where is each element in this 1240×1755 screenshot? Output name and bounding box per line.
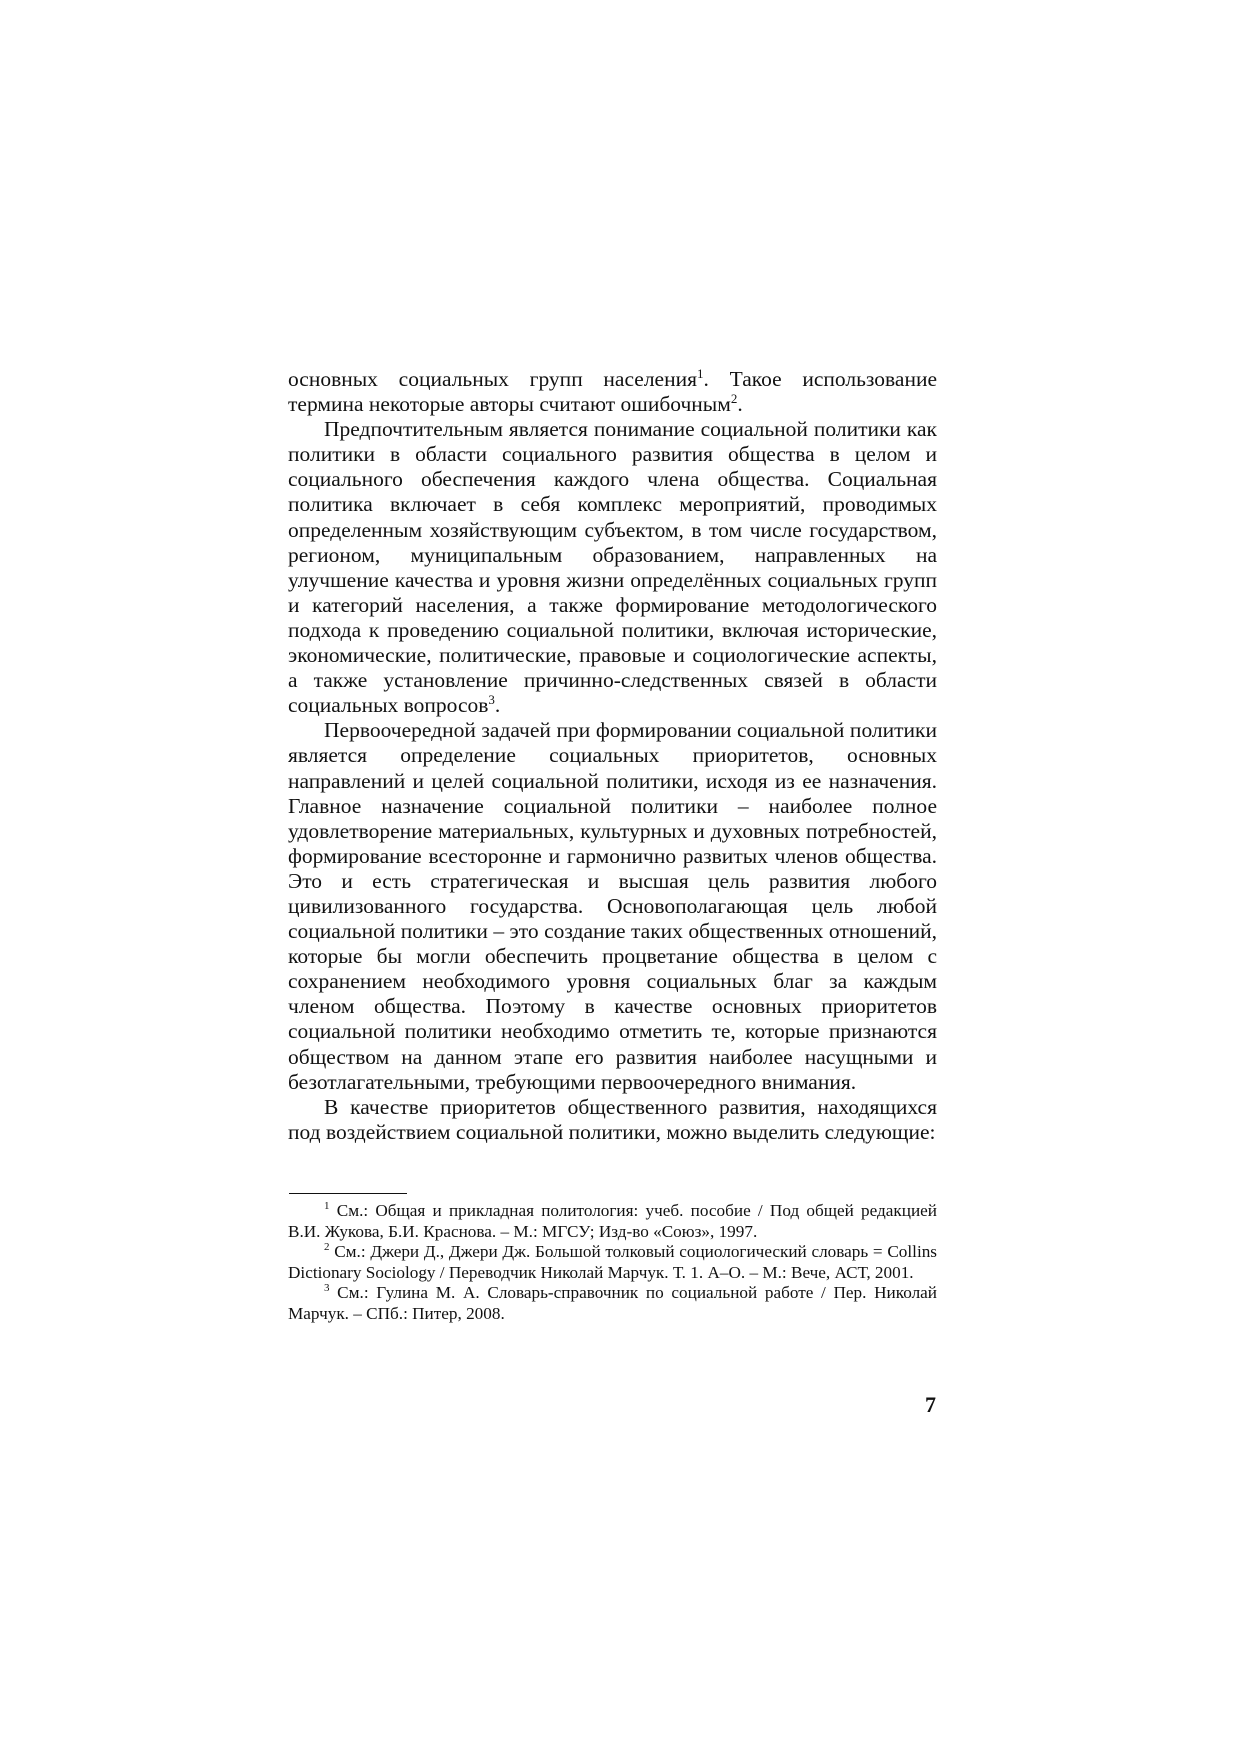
- footnote-text: См.: Гулина М. А. Словарь-справочник по социальной работе / Пер. Николай Марчук. – СПб.: Питер, 2008.: [288, 1283, 937, 1323]
- footnote-1: [288, 1201, 937, 1242]
- text-segment: .: [737, 392, 743, 417]
- paragraph-priorities: [288, 718, 937, 1094]
- footnotes: [288, 1201, 937, 1324]
- footnote-mark: 2: [324, 1241, 330, 1253]
- text-segment: .: [494, 693, 501, 718]
- text-segment: . Такое использование термина некоторые авторы считают ошибочным: [288, 367, 938, 417]
- footnote-mark: 1: [324, 1200, 330, 1212]
- footnote-3: [288, 1283, 937, 1324]
- paragraph-continued: [288, 367, 937, 417]
- paragraph-list-intro: [288, 1095, 937, 1145]
- footnote-ref-3[interactable]: 3: [488, 692, 495, 708]
- footnote-2: [288, 1242, 937, 1283]
- footnote-ref-1[interactable]: 1: [697, 366, 704, 381]
- footnote-text: См.: Общая и прикладная политология: учеб. пособие / Под общей редакцией В.И. Жукова, Б.И. Краснова. – М.: МГСУ; Изд-во «Союз», 1997.: [288, 1201, 937, 1241]
- text-segment: В качестве приоритетов общественного развития, находящихся под воздействием социальной политики, можно выделить следующие:: [288, 1094, 937, 1144]
- text-segment: основных социальных групп населения: [288, 367, 697, 391]
- footnote-ref-2[interactable]: 2: [730, 391, 738, 407]
- footnote-separator: [289, 1193, 407, 1194]
- page-number: 7: [925, 1392, 936, 1417]
- footnote-text: См.: Джери Д., Джери Дж. Большой толковый социологический словарь = Collins Dictionary Sociology / Переводчик Николай Марчук. Т. 1. А–О. – М.: Вече, АСТ, 2001.: [288, 1242, 937, 1282]
- text-segment: Первоочередной задачей при формировании социальной политики является определение социальных приоритетов, основных направлений и целей социальной политики, исходя из ее назначения. Главное назначение социальной политики – наиболее полное удовлетворение материальных, культурных и духовных потребностей, формирование всесторонне и гармонично развитых членов общества. Это и есть стратегическая и высшая цель развития любого цивилизованного государства. Основополагающая цель любой социальной политики – это создание таких общественных отношений, которые бы могли обеспечить процветание общества в целом с сохранением необходимого уровня социальных благ за каждым членом общества. Поэтому в качестве основных приоритетов социальной политики необходимо отметить те, которые признаются обществом на данном этапе его развития наиболее насущными и безотлагательными, требующими первоочередного внимания.: [288, 718, 937, 1094]
- paragraph-social-policy-definition: [288, 417, 937, 718]
- footnote-mark: 3: [324, 1282, 330, 1294]
- body-text: [288, 367, 937, 1145]
- text-segment: Предпочтительным является понимание социальной политики как политики в области социального развития общества в целом и социального обеспечения каждого члена общества. Социальная политика включает в себя комплекс мероприятий, проводимых определенным хозяйствующим субъектом, в том числе государством, регионом, муниципальным образованием, направленных на улучшение качества и уровня жизни определённых социальных групп и категорий населения, а также формирование методологического подхода к проведению социальной политики, включая исторические, экономические, политические, правовые и социологические аспекты, а также установление причинно-следственных связей в области социальных вопросов: [288, 417, 937, 718]
